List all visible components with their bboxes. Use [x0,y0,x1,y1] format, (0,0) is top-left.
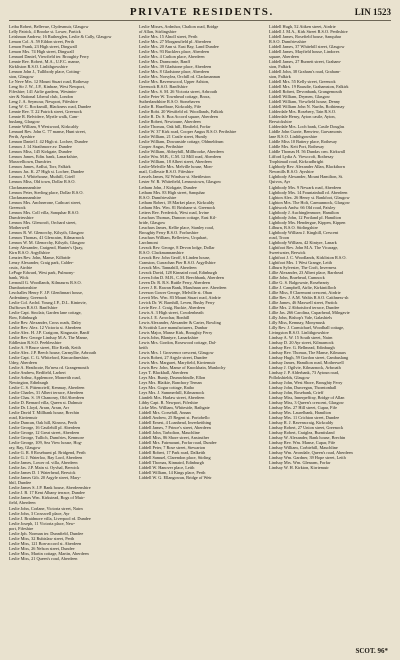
directory-entry: Levick Dr. W. Barnhill, Leven, Bushy Ferry [139,299,215,305]
directory-entry: Letham Robert, 18 Market place, Kirkcaldy [139,199,215,205]
directory-entry: Liddle Mrs. Keit Port, Rothesay [269,144,325,150]
directory-entry: Perth, Ayrshire [9,134,35,140]
directory-entry: Leng W. C. Rocksmill, Blackness road, Dundee [9,104,92,110]
directory-entry: Liddell Samuel, Clarendon place, Stirling [139,455,211,461]
directory-entry: Lindsay William, Corbiehill, Mauchline [269,445,338,451]
directory-entry: Clackmannanshire [9,194,41,200]
directory-entry: Leslie Mrs. 8 Gladstone place, Aberdeen [139,69,210,75]
directory-entry: Lever J. R. Rawan Bank, Maruhnan ave. Aberdeen [139,284,227,290]
directory-entry: Lindsay Rev. Wm. Manse, Cupar, Fife [269,440,336,446]
directory-entry: Letham John, J Kirkgate, Dundee [139,184,197,190]
directory-entry: Clackmannanshire [9,184,41,190]
directory-entry: Leslie-Melville Mrs. Melville house, Mon- [139,164,213,170]
directory-entry: Leslie Miss, 26 Nelson street, Dundee [9,545,75,551]
directory-entry: Lewis Robert, 27 Argyle street, Dundee [139,355,208,361]
directory-entry: Leslie Alex. J.P. Beech house, Carmyllie, Arbroath [9,350,97,356]
directory-entry: Lemon Frank, 23 High street, Dingwall [9,44,77,50]
directory-entry: Letham Mrs. 83 High street, Sanquhar [139,189,205,195]
directory-entry: Lewis Mrs. Margaret, Maryfield, Kirriemuir [139,360,216,366]
directory-entry: Leslie George, Tullich, Dumfries, Kenmore [9,435,84,441]
directory-entry: Lillie Rev. J. A.M. Waltis R.S.O. Caithness-sh [269,294,349,300]
directory-entry: Leslie Mrs. 39 Gladstone place, Aberdeen [139,64,212,70]
directory-entry: Lenzies Rev. John, Manse, Kilbride [9,254,71,260]
directory-entry: Lemon Mrs. 74 High street, Dingwall [9,49,74,55]
directory-entry: Leslie James S. J.P. Bank house, Aberdeenshire [9,485,91,491]
directory-entry: Leslie Miss, 121 Bon-accord st. Aberdeen [9,540,82,546]
directory-entry: Levie Rev. J. Craig, Buckie, Aberdeen [139,304,205,310]
directory-entry: Leslie Mrs. 15 Alnoll street, Perth [139,34,198,40]
directory-entry: Liddell James, Rosefield house, Sanquhar [269,34,342,40]
directory-entry: Lennie Rev. T. 22 Patrick street, Greenock [9,109,82,115]
directory-entry: Lennox J. Whitehouse, Muthill, Crieff [9,174,75,180]
directory-entry: Liddell Miss, 86 Shore street, Anstruther [139,435,210,441]
directory-entry: Leslie William, 18 Albert street, Aberdeen [139,159,212,165]
directory-entry: Lightfoot J. C. Woodlands, Kirkliston R.S.O. [269,254,347,260]
directory-entry: Newmills R.S.O. Ayrshire [269,169,314,175]
directory-entry: Leslie W. 37 Kirk road, Cooper Angus R.S.O. Perthshire [139,129,237,135]
directory-entry: Levack Rev. George, 8 Devon lodge, Dollar [139,244,215,250]
directory-entry: Lightbody Mrs. 9 Newark road, Aberdeen [269,184,342,190]
directory-entry: ston, Glasgow [9,74,34,80]
directory-entry: Levack Rev. John Geoff, 6 Linden house, [139,254,211,260]
directory-entry: Liddell James, Mayfield house, Lindores [269,49,340,55]
directory-entry: Letham Mrs. Wm. 81 Brisbane st. Greenock [139,204,216,210]
directory-entry: Lillie Alexander, 23 Albert place, Barrhead [269,269,344,275]
directory-entry: Cranston, Currachan Pier R.S.O. Argyllshire [139,259,216,265]
directory-entry: field, Aberdeen [9,500,36,506]
directory-entry: Dumfriesshire [9,214,34,220]
directory-entry: R.S.O. Dumfriesshire [269,39,307,45]
directory-entry: Lewis Alexander, Alexander & Carter, Bowling [139,319,221,325]
directory-entry: Lennie William, 9 Westwood, Kirkcaldy [9,124,79,130]
directory-entry: Bow, Edinburgh [9,314,38,320]
directory-entry: Letters Rev. Frederick, West road, Irvine [139,209,209,215]
directory-entry: Lindsay Miss, 3 Queen's crescent, Glasgow [269,400,344,406]
directory-entry: Kirn R.S.O. Argyllshire [9,249,50,255]
directory-entry: Lifford Lydia A. Viewcroft, Rothesay [269,154,334,160]
directory-entry: bride, Glasgow [139,219,166,225]
directory-entry: ston, Falkirk [269,64,291,70]
directory-entry: Lighbody Rev. Alexander Allan, Blackthorn [269,164,345,170]
directory-entry: Lindsay J. Ogilvie, Kilmarnock, Arbroath [269,365,341,371]
directory-entry: Leslie C. S. Pittencrieff, Kenmay, Aberdeen [9,385,85,391]
directory-entry: Lilly John, Bishop's Vale, Galashiels [269,314,332,320]
directory-entry: Lindsay R. J. Ravenscraig, Kirkcaldy [269,420,334,426]
directory-entry: Lennox Thomas, 41 Glencairn, Kilmarnock [9,234,85,240]
directory-entry: Lightfoot Mrs. 1 West Grange, Leith [269,259,332,265]
directory-entry: Liddell Mrs. Fairmount, Forfar road, Dundee [139,440,217,446]
directory-entry: Leslie John, Corlane, Victoria street, Nairn [9,505,83,511]
directory-entry: Leslie Peter W. Townhead cottage, Brora, [139,94,211,100]
directory-entry: square, Aberdeen [269,54,299,60]
directory-entry: Quivox, Ayr [269,179,291,185]
directory-entry: Leslie Robert, Newtoune, Aberdeen [139,119,201,125]
column-2 [139,24,261,561]
directory-entry: Leishman Andrew, 16 Rutherglen, Leslie & Cally, Glasgow [9,34,112,40]
directory-entry: Lennox Jas. K. 27 High st. Lochee, Dundee [9,169,85,175]
directory-entry: port, Fifeshire [9,525,34,531]
directory-entry: Leslie Chas. S. 19 Chanonry, Old Aberdeen [9,395,85,401]
directory-entry: Udny, Aberdeen [9,360,37,366]
directory-entry: Lightbody William, 42 Kintyre, Lanark [269,239,337,245]
directory-entry: LePage Edward, West park, Pulmony- [9,269,75,275]
directory-entry: Leslie J. B. 17 Kent Albany terrace, Dundee [9,490,85,496]
directory-entry: Liddle John Currie, Benview, Garvamonts [269,129,342,135]
directory-entry: Lilburn, B.S.O. Stirlingshire [269,224,318,230]
directory-entry: Leslie George, 12 Great street, Aberdeen [9,430,80,436]
page-title: PRIVATE RESIDENTS. [129,6,274,18]
directory-entry: road, Kirriemuir [9,415,38,421]
column-3 [269,24,391,561]
directory-entry: R.S.O. Clackmannanshire [139,249,184,255]
directory-entry: Licke Mrs. William, Whiteside, Bathgate [139,405,210,411]
directory-entry: Lightbody John, 12 Portland pl. Hamilton [269,214,341,220]
signature-mark: SCOT. 96* [355,647,388,655]
directory-entry: Liddle Thomas H. 56 Dundas crm. Kirkwall [269,149,346,155]
directory-entry: Lennox R. W. Glenorchy, Kilsyth, Glasgow [9,229,85,235]
directory-entry: Liddell John, Tarbolton, Mauchline [139,430,200,436]
directory-entry: Leslie R. Dr. S. Boa Accord square, Aberdeen [139,114,218,120]
directory-entry: Leslie Mrs. 93 Bucklers place, Aberdeen [139,49,210,55]
directory-entry: Leslie Andrew, Redfield, Larbert [9,370,66,376]
directory-entry: Leslie James D. 1 Waterhead, Berwick [9,470,76,476]
directory-entry: Lennox Mrs. Glencroft, Orchard street, [9,219,77,225]
directory-entry: Lewis A. 3 High street, Cowdenbeath [139,309,204,315]
directory-entry: Lewis Mrs. Gordon, Rosewood cottage, Dal- [139,339,217,345]
directory-entry: Lennie Rev. Robert, M.A., U.F.C. manse, [9,59,81,65]
directory-entry: Lemon Col. A. 59 Eildon street, Perth [9,39,75,45]
directory-entry: Lennox James, Edin. bank, Lanarkshire, [9,154,79,160]
directory-entry: Lindsay Wm. Gardner, 39 Hope street, Leith [269,455,346,461]
directory-entry: Leslie A. Heathcote, Bo'ness rd. Grangemouth [9,365,89,371]
directory-entry: Lelly Patrick, 4 Brooke st. Lower, Partick [9,29,81,35]
directory-entry: Liddell J. M.A., Kirk Street R.S.O. Perthshire [269,29,348,35]
directory-entry: Leuchars James, Kellie place, Stanley road, [139,224,214,230]
directory-entry: Liddell Hugh, 52 Aitken street, Airdrie [269,24,336,29]
directory-entry: Leslie John, 3 Crosswell place, Ayr [9,510,70,516]
directory-entry: Lindsay W. Alexander, Bank house, Brechin [269,435,346,441]
directory-entry: Leys Mrs. Blaikie, Banchory Ternan [139,380,202,386]
directory-entry: Liddell Mrs. Corsehill, Annan [139,410,191,416]
directory-entry: Leslie Miss, 21 Queen's road, Aberdeen [9,555,78,561]
directory-entry: Lillie J. Campbell, Airlie, Kirkintilloch [269,284,337,290]
directory-entry: Levack David, 128 Kinnaird road, Edinburgh [139,269,218,275]
directory-entry: Trophimail road, Kirkcudbright [269,159,324,165]
directory-entry: Lennox Mrs. Coll villa, Sanquhar R.S.O. [9,209,80,215]
directory-entry: Leslie Jas. J.P. Main st. Oyvhal, Berwick [9,465,80,471]
directory-entry: Lenzy Alexander, Craig park, Calder- [9,259,74,265]
directory-entry: Maxwelltown, Dumfries [9,159,52,165]
directory-entry: Leschalles Henry F. J.P. Glenfinnart house, [9,289,84,295]
directory-entry: Liddell William, Drymen, Glasgow [269,94,330,100]
directory-entry: Greenock [9,204,26,210]
directory-entry: Lindsay D. 20 Ayr street, Kilmarnock [269,339,334,345]
directory-entry: Lester W. R. Whitefield, Lennoxtown, Glasgow [139,179,222,185]
directory-entry: Lindsay Mrs. 11 Crichton street, Dundee [269,415,340,421]
directory-entry: Liddell William, Viewfield house, Denny [269,99,341,105]
directory-entry: Leslie William, Abbeyhill, Millbrooke, Aberdeen [139,149,224,155]
directory-entry: Liddell William John N. Nurths, Rothiemay [269,104,345,110]
directory-entry: keith [139,345,148,350]
directory-entry: Leslie Rev. Alex. 12 Victoria st. Aberdeen [9,324,82,330]
directory-entry: Lindsay Mrs. 27 Hill street, Cupar, Fife [269,405,337,411]
directory-entry: Lennox Peter, Sterling place, Dollar R.S.O. [9,189,84,195]
directory-entry: Liddell Mrs. 55 Kelly street, Greenock [269,79,336,85]
directory-entry: Eddleston R.S.O. Peeblesshire [9,339,62,345]
directory-entry: Liddell Robert, 17 Park road, Dalkeith [139,450,206,456]
directory-entry: mail, Collessie R.S.O. Fifeshire [139,169,194,175]
directory-entry: Lindsay Robert, Craiglea, Burntisland [269,430,335,436]
directory-entry: Leslie Jph. Norman ter. Dunnfield, Dundee [9,530,84,536]
directory-entry: Lighton Mrs. The Holt, Carmunnock, Glasgow [269,199,350,205]
directory-entry: Lennie R. Belvidere, Myrtle walk, Cam- [9,114,79,120]
directory-entry: Lindsay Wm. Avondale, Queen's road, Aberdeen [269,450,353,456]
directory-entry: Lilly Rev. J. Carmichael, Woodhall cottage, [269,324,345,330]
directory-entry: Lightbody Mrs. 14 Fountainhall rd. Aberdeen [269,189,348,195]
directory-entry: Lennox James, Ardlui, Torr, Falkirk [9,164,71,170]
directory-entry: Lennard Daniel, Viewfield ter. Broughty Ferry [9,54,89,60]
directory-entry: Lidderdale Mrs. Rosebery, Tain R.S.O. [269,109,337,115]
directory-entry: Kirkliston R.S.O. Linlithgowshire [9,64,68,70]
directory-entry: Leslie Charles, 31 Albert terrace, Aberdeen [9,390,84,396]
directory-entry: Lennox Miss, 145 Kirkgate, Dundee [9,149,72,155]
directory-entry: Leslie Wm. M.B., C.M. 12 Mill road, Aberdeen [139,154,222,160]
directory-entry: Liddell James, 27 Burnett street, Graham- [269,59,342,65]
directory-entry: Lilburn Sylvester, The Croft, Inverness [269,264,337,270]
directory-entry: Lighton Alex. 26 Henry st. Bankfoot, Glasgow [269,194,350,200]
directory-entry: Liddell James, 7 Prince's street, Aberdeen [139,425,211,431]
directory-entry: Leslie Duncan, Oak hill, Kinross, Perth [9,420,77,426]
directory-entry: Leslie William, 21 Castle street, Huntly [139,134,208,140]
directory-entry: Lindsay Rev. Thomas, The Manse, Kilmaurs [269,350,346,356]
directory-entry: Lillie Miss, 8 Claremont crescent, Airdrie [269,289,341,295]
directory-entry: Newington, Edinburgh [9,380,49,386]
directory-entry: Livingston R.S.O. Linlithgowshire [269,329,329,335]
directory-entry: & Scottish Lace manufacturers, Dunbar [139,324,208,330]
directory-entry: of Allan, Stirlingshire [139,29,177,35]
directory-entry: bhil, Dundee [9,480,32,486]
directory-entry: Lilly Miss, Kemnay, Monymusk [269,319,325,325]
directory-entry: Leslie Robt. 20 Westfield rd. Woodlands, Falkirk [139,109,224,115]
directory-entry: Ardentinny, Greenock [9,294,48,300]
directory-entry: Levack Mrs. Tannahill, Aberdeen [139,264,197,270]
directory-entry: Libby Capt. R. Newport, Fifeshire [139,400,199,406]
directory-entry: Lindsay J. P. Alderbank, 73 Aytoun road, [269,370,340,376]
directory-entry: Leven Dr. R. R.S. Ruttle Ferry, Aberdeen [139,279,210,285]
directory-entry: ray, Ray, Glasgow [9,445,41,451]
directory-entry: Lindsay Hugh, 59 Gordon street, Cambuslang [269,355,349,361]
directory-entry: Leslie G. R. 8 Roseburnt pl. Bridgend, Perth [9,450,86,456]
directory-entry: Leiba Robert, Bellevue, Clydesmuir, Glasgow [9,24,89,29]
directory-entry: cruix, Airdrie [9,264,33,270]
directory-entry: Lightbody William J. Kinghill, Crescent [269,229,339,235]
directory-entry: Liddell William, 14 Kings place, Perth [139,470,206,476]
directory-entry: Lightbody Mrs. Hendergue, Kippen, Kippen [269,219,346,225]
directory-entry: Lightwork Andw. 66 Old road, Paisley [269,204,336,210]
directory-entry: Leslie Joseph, 11 Victoria place, New- [9,520,76,526]
directory-entry: Leslie Mrs. Dramornie, Banff [139,59,191,65]
directory-entry: Leslie R. Hazelbrae, Kirkcaldy, Fife [139,104,202,110]
directory-entry: Lindsay W. H. Kirkton, Kirriemuir [269,465,329,471]
directory-entry: Lightbody Alexander, Mount Hamilton, St. [269,174,344,180]
directory-entry: Leven John D. M.B., C.M. Beechbank, Aberdeen [139,274,224,280]
directory-entry: Liddell Robert, Devonbank, Grangemouth [269,89,342,95]
directory-entry: Lennon Daniel J. 42 High st. Lochee, Dundee [9,139,88,145]
directory-entry: Liddell Ernest, 4 Loanhead, Inverkeithing [139,420,212,426]
directory-entry: Liddell Andrew, 25 Regent st. Portobello [139,415,210,421]
directory-entry: Larchmont [139,239,158,245]
page-header [9,6,391,21]
directory-entry: Leslie Mrs. Norsylea, Orchill rd. Clackmannan [139,74,220,80]
directory-entry: Leslie James, Lower rd. villa, Aberdeen [9,460,78,466]
directory-entry: Leslie George, 16 Castlehill pl. Aberdeen [9,425,81,431]
directory-entry: Leslie Thomas, Oak hill, Elmfield, Forfar [139,124,211,130]
directory-entry: Liddell James, 37 Whitehill street, Glasgow [269,44,345,50]
directory-entry: Berwickshire [269,119,292,125]
directory-entry: Liddell W. G. Ellangowan, Bridge of Weir [139,475,212,481]
directory-entry: Leslie William, Dowanside cottage, Oldmeldrum [139,139,224,145]
directory-entry: Fifeshire; 141 Airlie gardens, Westmin- [9,89,77,95]
directory-entry: bank, Wick [9,274,29,280]
directory-entry: Liddle Miss 10 Battery place, Rothesay [269,139,338,145]
directory-entry: Leslie J. Braidmore villa, Liverpool rd. Dundee [9,515,91,521]
directory-entry: Lernoull G. Woodlands, Kilmaurss R.S.O. [9,279,82,285]
directory-entry: Leslie James Gib. 20 Argyle street, Mary- [9,475,81,481]
directory-entry: Lennard Rev. John C. 77 manse, Hunt street, [9,129,86,135]
directory-entry: Liddell Mrs. 19 Bausdie, Grahamston, Falkirk [269,84,349,90]
directory-entry: Motherwell [9,224,30,230]
directory-entry: Pollokshields, Glasgow [269,375,310,381]
directory-entry: Leslie Mrs. Ravenswood, Upper Ashton, [139,79,210,85]
column-1 [9,24,131,561]
directory-entry: Leslie Rev. George Lindsay M.A. The Manse, [9,334,89,340]
directory-entry: Leslie Mrs. S. M. 26 Victoria street, Arbroath [139,89,218,95]
directory-entry: Lennox J. 14 Strathmore av. Dundee [9,144,72,150]
directory-entry: Lillie John, Braehead, Cumnock [269,274,325,280]
directory-entry: Lillie G. S. Balgownie, Rosehearty [269,279,330,285]
directory-entry: Lightfoot Rev. John M.A. The Vicarage, [269,244,339,250]
directory-entry: lane R.S.O. Linlithgowshire [269,134,318,140]
directory-entry: Leslie Rev. Alexander, Cross roads, Dalry [9,319,82,325]
directory-entry: Lillie Jas. 266 Carolina, Cuparhead, Milngavie [269,309,350,315]
directory-entry: Leslie Mrs. 4 Carlton place, Aberdeen [139,54,205,60]
directory-entry: Leuchars William, Belleview, Urquhart, [139,234,208,240]
directory-entry: Lenty Alexander, Craigend, Hunter's Quay, [9,244,84,250]
directory-entry: Lindsay John, West Shore, Broughty Ferry [269,380,343,386]
directory-entry: Leslie David T. Millbank house, Brechin [9,410,80,416]
directory-entry: Leveson Gower George, Melville st. Oban [139,289,213,295]
directory-entry: Leuchars Thomas, Dunoon cottage, East Kil- [139,214,217,220]
directory-entry: Lessels James, 82 Windsor st. Shettleston [139,174,211,180]
directory-entry: Liddell W. Hanover place, Leith [139,465,195,471]
directory-entry: Leslie Dr. Lloyd, Arran, Arran, Arr [9,405,70,411]
directory-entry: Leslie D. Bernard villa, Queen st. Dalmuir [9,400,83,406]
directory-entry: Leslie Mrs. 20 Ann st. East Bay, Land Dundee [139,44,219,50]
directory-entry: ston, Falkirk [269,74,291,80]
directory-entry: Lewis Major, Manse Kirk, Broughty Ferry [139,329,213,335]
directory-entry: Sweetwater, Berwick [269,249,306,255]
directory-entry: Lidderdale Henry, Ayton castle, Ayton, [269,114,336,120]
page-number: LIN 1523 [354,7,391,17]
directory-entry: Lewis J. E. Arrochar, Bonhill [139,314,190,320]
directory-entry: Leslie Capt. C. G. Whiteford, Kincardineshire, [9,355,90,361]
entry-columns [9,24,391,561]
directory-entry: Lindsay James, Hamilton road, Motherwell [269,360,344,366]
directory-entry: Lindsay Rev. G. Bellmead, Edinburgh [269,345,335,350]
directory-entry: Lindsay Miss, Innerpeffray, Bridge of Allan [269,395,345,401]
directory-entry: Lidderdale Mrs. Loch bank, Castle Douglas [269,124,345,130]
directory-entry: Leng J. A. Seymour, Newport, Fifeshire [9,99,78,105]
directory-entry: road, Troon [269,234,290,240]
directory-entry: Lennox W. M. Glenorchy, Kilsyth, Glasgow [9,239,85,245]
directory-entry: Lewis Mrs. 1 Grosvenor crescent, Glasgow [139,350,214,356]
directory-entry: Leslie James Wm. Kirkstead, Bogs of Muir- [9,495,85,501]
directory-entry: Leys Mrs. Bunty, Drumwhindle, Ellon [139,375,206,381]
directory-entry: Dumbartonshire [9,284,37,290]
directory-entry: Leslie Misses, Ardmhor, Chalton road, Bridge [139,24,219,29]
directory-entry: Sutherlandshire R.S.O. Stonehaven [139,99,200,105]
directory-entry: Lennox Mrs. Anchnerone, Cathcart street, [9,199,82,205]
directory-entry: Lewis John, Blantyre, Lanarkshire [139,334,199,340]
directory-entry: Leys Mrs. J. Summerhill, Kilmarnock [139,390,205,396]
directory-entry: Greenock R.S.O. Banffshire [139,84,188,90]
directory-entry: Dufftown R.S.O. Banffshire [9,304,58,310]
directory-entry: Leslie Mrs. 27 Morgansfield pl. Aberdeen [139,39,212,45]
directory-entry: Leslie Arthur, Applemore, Monreith road, [9,375,81,381]
directory-entry: Liddell Peter, 7 Rose street, Stewarton [139,445,206,451]
directory-entry: Liddell John, 38 Graham's road, Graham- [269,69,341,75]
directory-entry: Leys T. Blackhall, Aberdeen [139,370,188,376]
directory-entry: Lightbody J. Auchinglenmore, Hamilton [269,209,339,215]
directory-entry: Lindsay John, Rosebank, Crieff [269,390,324,396]
directory-entry: Lianfelt Mrs. Harlaw street, Aberdeen [139,395,205,401]
directory-entry: Leslie Miss, 32 Rubislaw street, Perth [9,535,75,541]
directory-entry: Broughty Ferry R.S.O. Forfarshire [139,229,199,235]
directory-entry: Lillie Mrs. 2 Abbotsford terrace, Dundee [269,304,340,310]
directory-entry: Liddell Thomas, Kinnaird, Edinburgh [139,460,204,466]
directory-entry: Lindsay John, Dunvegan, Thorntonhall [269,385,337,391]
directory-entry: Leng Sir J. W., J.P., Kinbrae, West Newport, [9,84,86,90]
directory-entry: Lennox Miss, Old town, Dollar R.S.O. [9,179,76,185]
directory-entry: Lindsay Mrs. Laurelbank, Hamilton [269,410,331,416]
directory-entry: Lennon John J., Tullibody place, Cotting- [9,69,81,75]
directory-entry: R.S.O. Dumfriesshire [139,194,177,200]
directory-entry: Leslie Miss, Martin cottage, Martin, Aberdeen [9,550,89,556]
directory-entry: Lindsay Robert, 27 Union street, Greenock [269,425,344,431]
directory-entry: Cooper Angus, Perthshire [139,144,184,150]
directory-entry: Levett Mrs. Wm. 83 Mount Stuart road, Airdrie [139,294,221,300]
directory-entry: buslang, Glasgow [9,119,40,125]
directory-entry: Lewis Rev. John, Manse of Knockbain, Munlochy [139,365,226,371]
directory-entry: Leslie Col. Archd. Young J.P., D.L. Kininvie, [9,299,87,305]
directory-entry: Leslie George, 109, Sea View house, Hog- [9,440,83,446]
directory-entry: Lindsay A. W. 15 South street, Nairn [269,334,333,340]
directory-entry: Leys Mrs. Gogar cottage, Ratho [139,385,195,391]
directory-entry: Leslie Capt. Sinclair, Garden lane cottage, [9,309,82,315]
directory-entry: Le Neve Mrs. 12 Mount Stuart road, Rothesay [9,79,89,85]
directory-entry: ster & National Liberal club, London [9,94,73,100]
directory-entry: Leslie A. 9 Bruce street, Elie Keith, Keith [9,345,81,350]
directory-entry: Leslie Alex. H. J.P. Craigorn, Kingussie, Banff [9,329,90,335]
directory-entry: Lindsay Mrs. Wm. Glenarm, Forfar [269,460,331,466]
directory-entry: Lillie James, 46 Maxwell street, Partick [269,299,338,305]
directory-entry: Leslie G. J. Waterloo, Bay Lord, Aberdeen [9,455,83,461]
